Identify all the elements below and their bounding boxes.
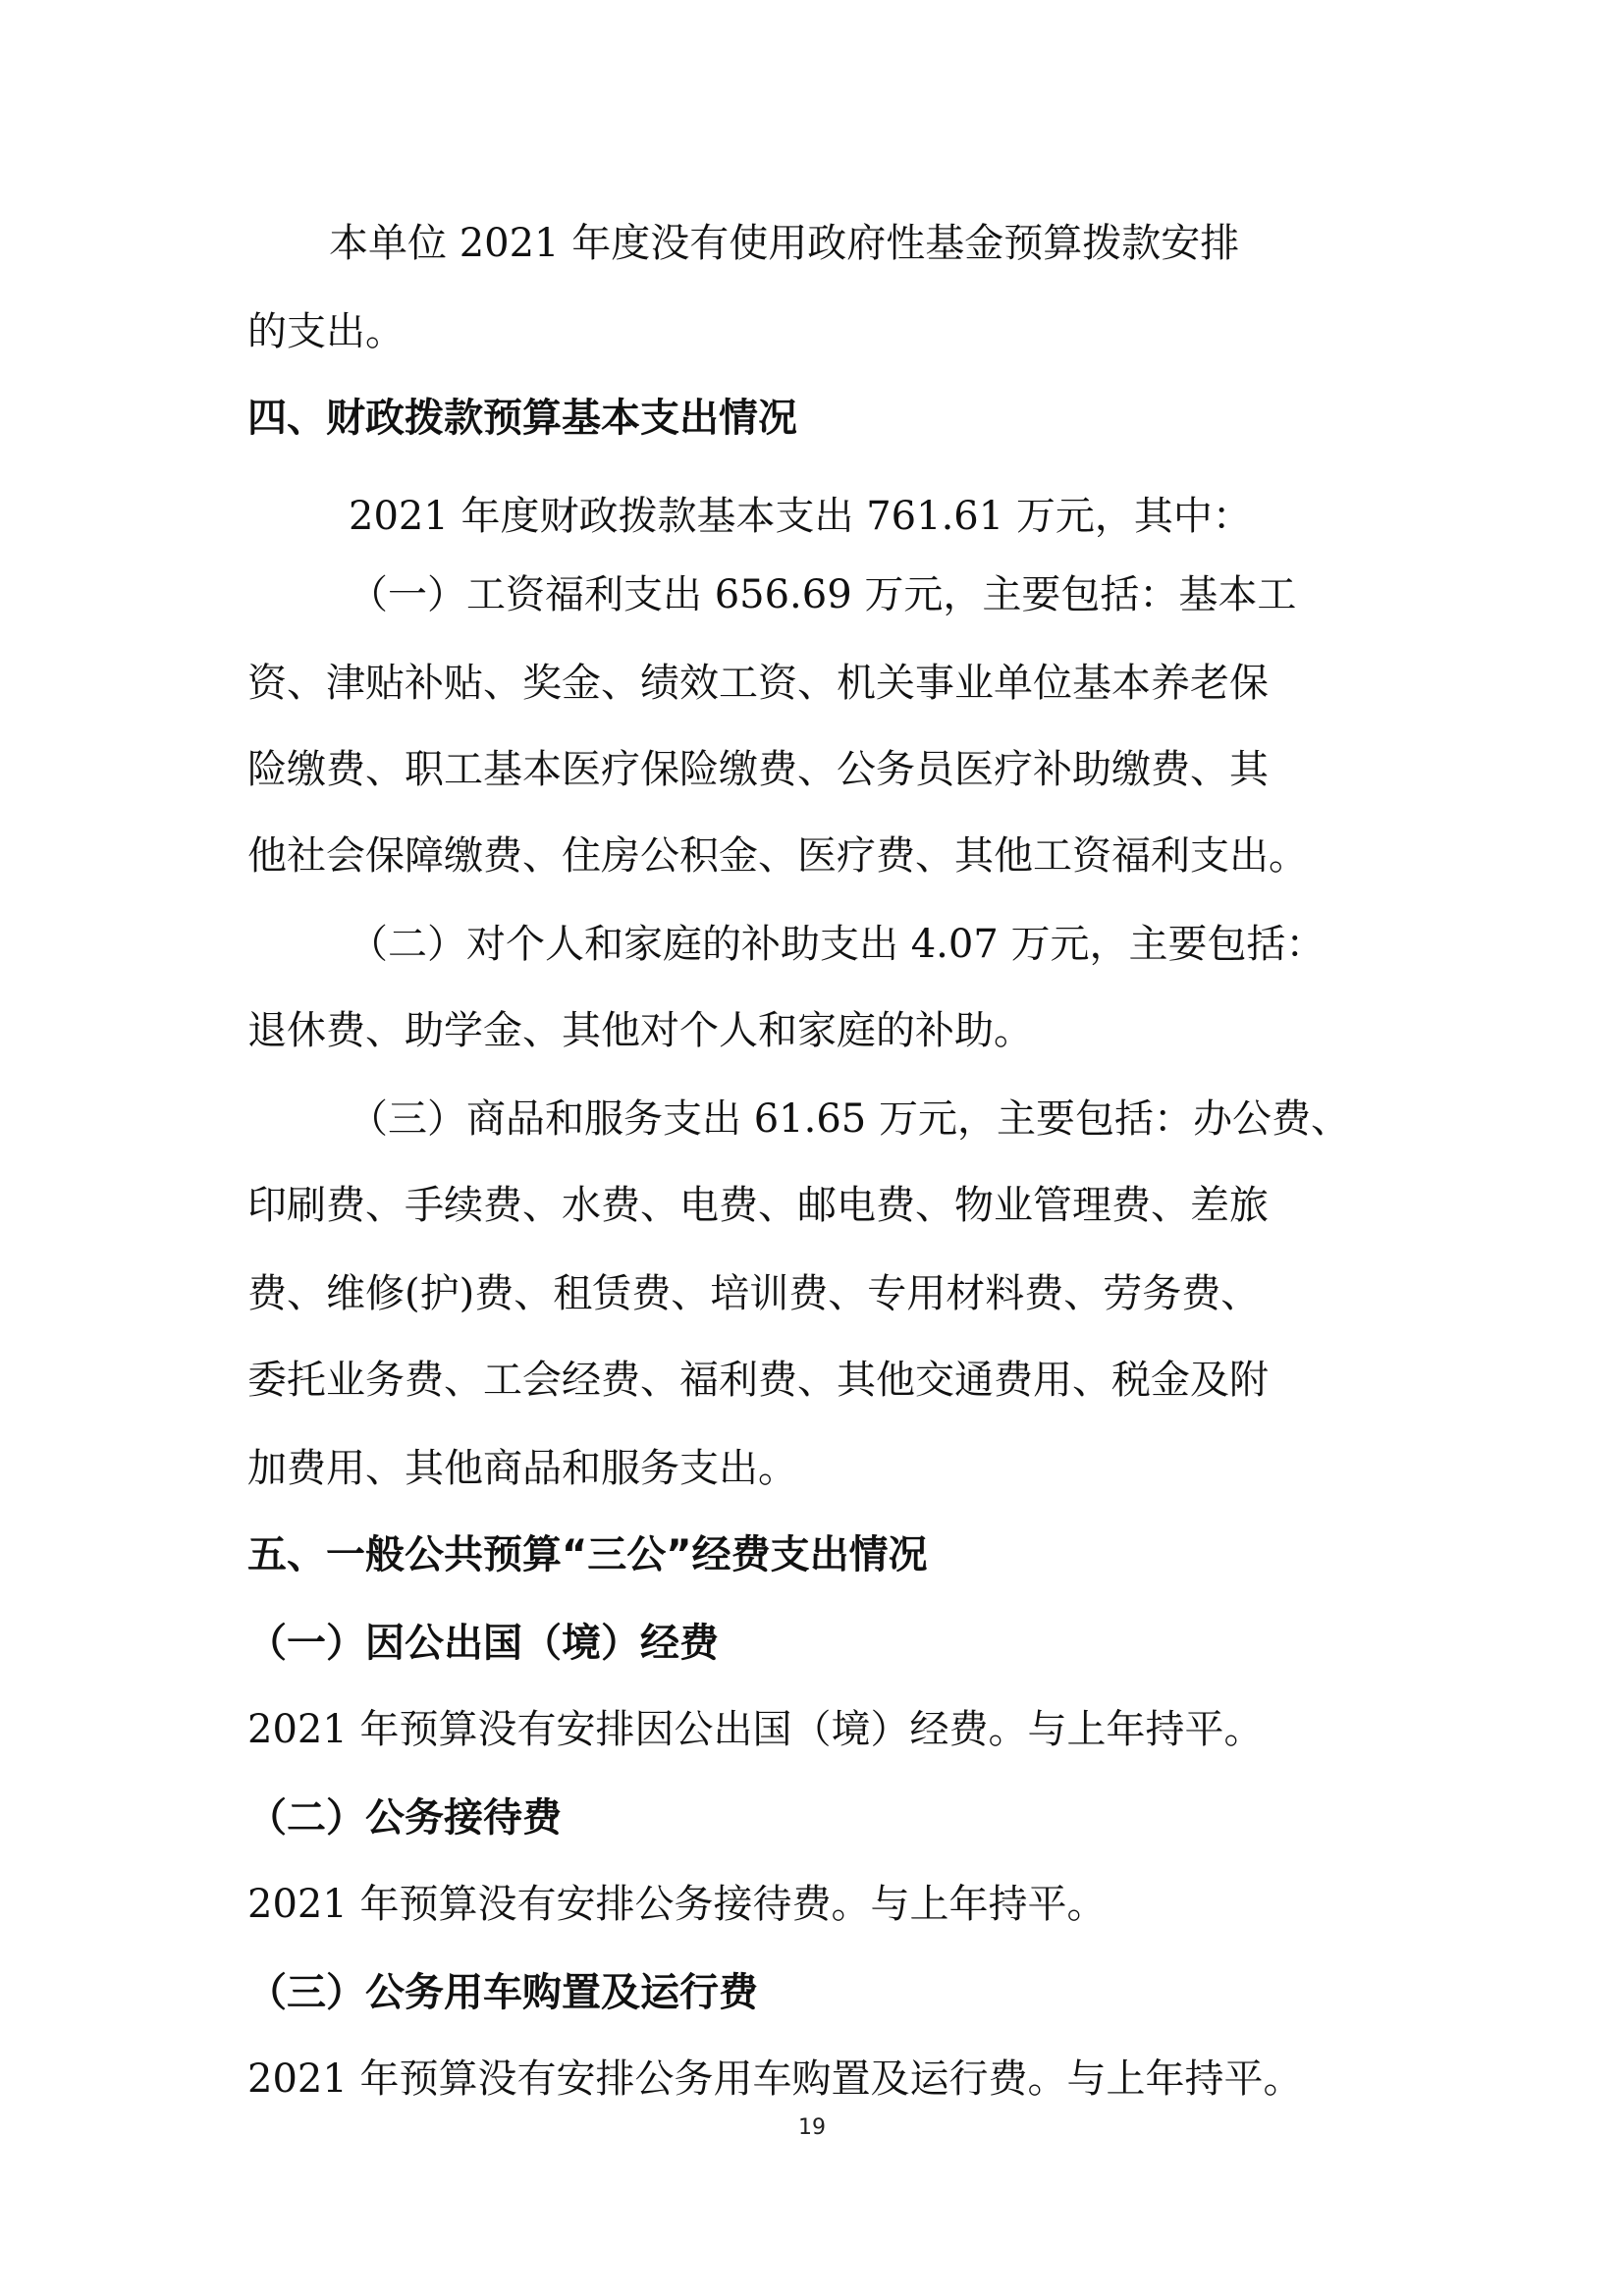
wage-welfare-line-2: 资、津贴补贴、奖金、绩效工资、机关事业单位基本养老保	[247, 661, 1269, 706]
page-number: 19	[798, 2115, 826, 2140]
subsection-3-text: 2021 年预算没有安排公务用车购置及运行费。与上年持平。	[247, 2056, 1303, 2102]
subsidy-line-2: 退休费、助学金、其他对个人和家庭的补助。	[247, 1008, 1033, 1053]
wage-welfare-line-1: （一）工资福利支出 656.69 万元，主要包括：基本工	[349, 572, 1297, 617]
section-5-heading: 五、一般公共预算“三公”经费支出情况	[247, 1532, 928, 1577]
goods-services-line-1: （三）商品和服务支出 61.65 万元，主要包括：办公费、	[349, 1096, 1350, 1142]
subsidy-line-1: （二）对个人和家庭的补助支出 4.07 万元，主要包括：	[349, 922, 1326, 967]
goods-services-line-2: 印刷费、手续费、水费、电费、邮电费、物业管理费、差旅	[247, 1183, 1269, 1228]
subsection-1-text: 2021 年预算没有安排因公出国（境）经费。与上年持平。	[247, 1707, 1264, 1752]
basic-expenditure-total: 2021 年度财政拨款基本支出 761.61 万元，其中：	[349, 494, 1252, 539]
subsection-2-text: 2021 年预算没有安排公务接待费。与上年持平。	[247, 1882, 1107, 1927]
subsection-2-heading: （二）公务接待费	[247, 1795, 562, 1841]
subsection-1-heading: （一）因公出国（境）经费	[247, 1621, 719, 1666]
subsection-3-heading: （三）公务用车购置及运行费	[247, 1970, 758, 2015]
goods-services-line-3: 费、维修(护)费、租赁费、培训费、专用材料费、劳务费、	[247, 1271, 1261, 1316]
intro-line-2: 的支出。	[247, 309, 405, 354]
wage-welfare-line-3: 险缴费、职工基本医疗保险缴费、公务员医疗补助缴费、其	[247, 747, 1269, 792]
goods-services-line-5: 加费用、其他商品和服务支出。	[247, 1446, 797, 1491]
wage-welfare-line-4: 他社会保障缴费、住房公积金、医疗费、其他工资福利支出。	[247, 833, 1308, 879]
goods-services-line-4: 委托业务费、工会经费、福利费、其他交通费用、税金及附	[247, 1358, 1269, 1403]
section-4-heading: 四、财政拨款预算基本支出情况	[247, 396, 797, 441]
intro-line-1: 本单位 2021 年度没有使用政府性基金预算拨款安排	[329, 221, 1240, 266]
